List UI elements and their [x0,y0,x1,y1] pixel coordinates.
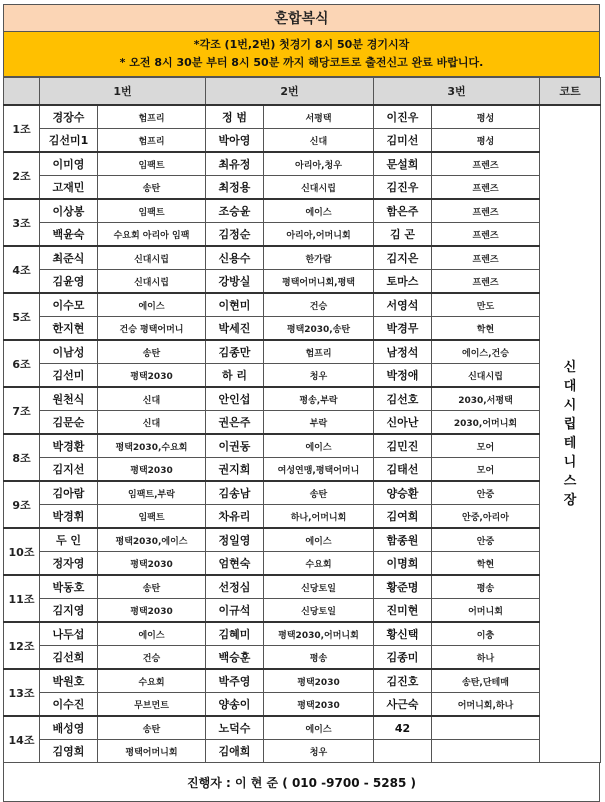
player-club: 하나 [432,646,540,670]
player-name: 김선희 [40,646,98,670]
table-row [4,129,601,153]
header-slot-1: 1번 [40,78,206,106]
player-club: 평성 [432,105,540,129]
player-name: 이현미 [206,293,264,317]
player-name: 이진우 [374,105,432,129]
player-name: 이남성 [40,340,98,364]
player-club: 수요회 아리아 임팩 [98,223,206,247]
player-name: 백윤숙 [40,223,98,247]
player-club: 송탄 [98,176,206,200]
player-club: 에이스 [98,293,206,317]
group-label: 12조 [4,622,40,669]
header-row [4,78,601,106]
player-name: 권은주 [206,411,264,435]
player-club: 송탄 [98,716,206,740]
player-club: 신대 [98,387,206,411]
player-club: 건승 평택어머니 [98,317,206,341]
player-name: 김혜미 [206,622,264,646]
player-club: 학현 [432,317,540,341]
player-club: 부락 [264,411,374,435]
player-name: 배성영 [40,716,98,740]
player-club: 에이스,건승 [432,340,540,364]
table-row [4,434,601,458]
player-name: 안인섭 [206,387,264,411]
player-club: 무브먼트 [98,693,206,717]
player-name: 박경휘 [40,505,98,529]
player-name: 남정석 [374,340,432,364]
player-club: 한가람 [264,246,374,270]
group-label: 13조 [4,669,40,716]
player-name: 42 [374,716,432,740]
player-club: 에이스 [264,199,374,223]
player-name: 이규석 [206,599,264,623]
player-club: 학현 [432,552,540,576]
player-club: 프렌즈 [432,270,540,294]
table-row [4,575,601,599]
table-row [4,693,601,717]
player-club: 험프리 [98,129,206,153]
player-name: 서영석 [374,293,432,317]
player-club: 아리아,어머니회 [264,223,374,247]
player-name: 김지선 [40,458,98,482]
player-name: 김정순 [206,223,264,247]
table-row [4,552,601,576]
player-club: 프렌즈 [432,246,540,270]
player-name: 경장수 [40,105,98,129]
player-name: 김지영 [40,599,98,623]
player-name: 김애희 [206,740,264,763]
table-row [4,246,601,270]
player-club: 송탄 [98,575,206,599]
player-club: 평택2030 [264,669,374,693]
player-club: 평송 [432,575,540,599]
player-club: 평택어머니회,평택 [264,270,374,294]
player-club: 에이스 [264,528,374,552]
player-club: 평택2030 [98,552,206,576]
group-label: 6조 [4,340,40,387]
group-label: 4조 [4,246,40,293]
table-row [4,716,601,740]
court-cell [540,105,601,763]
player-club: 2030,서평택 [432,387,540,411]
table-row [4,669,601,693]
player-name: 조승윤 [206,199,264,223]
group-label: 11조 [4,575,40,622]
player-club: 신대 [98,411,206,435]
player-club: 신당토일 [264,599,374,623]
group-label: 10조 [4,528,40,575]
group-label: 8조 [4,434,40,481]
player-club: 2030,어머니회 [432,411,540,435]
player-name: 이수진 [40,693,98,717]
player-name: 정일영 [206,528,264,552]
header-group [4,78,40,106]
header-slot-2: 2번 [206,78,374,106]
player-name: 함종원 [374,528,432,552]
player-club: 청우 [264,740,374,763]
player-club: 평택2030 [98,599,206,623]
table-row [4,528,601,552]
player-club: 평택어머니회 [98,740,206,763]
player-club: 평택2030,송탄 [264,317,374,341]
player-club: 프렌즈 [432,199,540,223]
player-name: 최정용 [206,176,264,200]
player-club: 프렌즈 [432,152,540,176]
notice-line-1: *각조 (1번,2번) 첫경기 8시 50분 경기시작 [193,38,410,51]
player-name: 김선미1 [40,129,98,153]
player-name: 함은주 [374,199,432,223]
court-name: 신대시립테니스장 [563,360,577,508]
player-name: 정 범 [206,105,264,129]
player-club: 평성 [432,129,540,153]
table-row [4,340,601,364]
player-club: 에이스 [98,622,206,646]
player-club: 송탄 [264,481,374,505]
player-club [432,740,540,763]
header-court: 코트 [540,78,601,106]
group-label: 9조 [4,481,40,528]
player-name: 원천식 [40,387,98,411]
table-row [4,317,601,341]
player-name: 최유정 [206,152,264,176]
player-name: 차유리 [206,505,264,529]
group-label: 14조 [4,716,40,763]
player-name: 김영희 [40,740,98,763]
table-row [4,481,601,505]
table-row [4,152,601,176]
player-name: 신용수 [206,246,264,270]
player-club: 임팩트 [98,152,206,176]
player-name: 김민진 [374,434,432,458]
player-name: 김선호 [374,387,432,411]
player-name: 김 곤 [374,223,432,247]
player-name: 엄현숙 [206,552,264,576]
player-club: 건승 [264,293,374,317]
draw-table [3,77,601,763]
player-name: 김진우 [374,176,432,200]
player-club: 청우 [264,364,374,388]
player-club: 임팩트 [98,199,206,223]
player-club: 건승 [98,646,206,670]
player-name: 나두섭 [40,622,98,646]
player-club: 모어 [432,434,540,458]
table-row [4,411,601,435]
player-name: 이상봉 [40,199,98,223]
player-name: 백승훈 [206,646,264,670]
player-name: 문설희 [374,152,432,176]
draw-sheet [3,4,600,802]
player-club: 송탄,단테매 [432,669,540,693]
player-name: 황준명 [374,575,432,599]
player-name: 한지현 [40,317,98,341]
player-club: 하나,어머니회 [264,505,374,529]
table-row [4,740,601,763]
player-name: 김선미 [40,364,98,388]
player-name: 김여희 [374,505,432,529]
notice-banner [3,32,600,77]
player-club: 평택2030,수요회 [98,434,206,458]
player-club: 이충 [432,622,540,646]
player-name: 김송남 [206,481,264,505]
player-name: 박경환 [40,434,98,458]
player-name: 최준식 [40,246,98,270]
player-name: 진미현 [374,599,432,623]
player-club: 안중 [432,528,540,552]
player-club: 평택2030 [264,693,374,717]
table-row [4,270,601,294]
player-club: 신당토일 [264,575,374,599]
player-name: 김미선 [374,129,432,153]
player-club: 아리아,청우 [264,152,374,176]
player-name: 박동호 [40,575,98,599]
player-club: 안중,아리아 [432,505,540,529]
player-name: 박주영 [206,669,264,693]
player-club: 어머니회,하나 [432,693,540,717]
player-club: 에이스 [264,716,374,740]
table-row [4,293,601,317]
player-name: 박아영 [206,129,264,153]
player-club: 험프리 [98,105,206,129]
player-club: 평송,부락 [264,387,374,411]
player-name: 사근숙 [374,693,432,717]
player-club: 평택2030 [98,364,206,388]
table-row [4,176,601,200]
player-name: 김종만 [206,340,264,364]
player-club: 수요회 [98,669,206,693]
player-name: 박세진 [206,317,264,341]
player-club [432,716,540,740]
player-club: 평택2030,어머니회 [264,622,374,646]
player-name: 이수모 [40,293,98,317]
player-name: 하 리 [206,364,264,388]
player-name: 정자영 [40,552,98,576]
page-title: 혼합복식 [3,4,600,32]
player-name: 고재민 [40,176,98,200]
player-name: 김진호 [374,669,432,693]
table-row [4,622,601,646]
player-name: 김윤영 [40,270,98,294]
player-club: 모어 [432,458,540,482]
player-name: 선정심 [206,575,264,599]
player-name: 김문순 [40,411,98,435]
player-name: 이권동 [206,434,264,458]
group-label: 7조 [4,387,40,434]
player-club: 안중 [432,481,540,505]
table-row [4,599,601,623]
player-club: 신대 [264,129,374,153]
table-row [4,199,601,223]
player-name: 김아람 [40,481,98,505]
player-name: 노덕수 [206,716,264,740]
player-club: 신대시립 [98,270,206,294]
player-club: 험프리 [264,340,374,364]
player-club: 만도 [432,293,540,317]
player-club: 임팩트,부락 [98,481,206,505]
player-name: 박경무 [374,317,432,341]
player-club: 신대시립 [98,246,206,270]
player-club: 신대시립 [264,176,374,200]
player-name: 황신택 [374,622,432,646]
notice-line-2: * 오전 8시 30분 부터 8시 50분 까지 해당코트로 출전신고 완료 바랍니다. [119,56,484,69]
table-row [4,105,601,129]
group-label: 2조 [4,152,40,199]
player-club: 프렌즈 [432,176,540,200]
player-club: 프렌즈 [432,223,540,247]
player-name: 토마스 [374,270,432,294]
group-label: 3조 [4,199,40,246]
player-club: 여성연맹,평택어머니 [264,458,374,482]
table-row [4,387,601,411]
player-name: 박정애 [374,364,432,388]
table-row [4,646,601,670]
header-slot-3: 3번 [374,78,540,106]
player-name: 양송이 [206,693,264,717]
table-row [4,364,601,388]
player-name: 양승환 [374,481,432,505]
player-club: 서평택 [264,105,374,129]
player-name: 김태선 [374,458,432,482]
player-club: 임팩트 [98,505,206,529]
organizer-footer: 진행자 : 이 현 준 ( 010 -9700 - 5285 ) [3,763,600,802]
group-label: 5조 [4,293,40,340]
player-name: 강방실 [206,270,264,294]
player-name: 신아난 [374,411,432,435]
player-club: 수요회 [264,552,374,576]
player-club: 평택2030,에이스 [98,528,206,552]
player-name: 김지은 [374,246,432,270]
player-club: 평송 [264,646,374,670]
table-row [4,223,601,247]
player-name: 이명희 [374,552,432,576]
player-club: 평택2030 [98,458,206,482]
player-club: 에이스 [264,434,374,458]
player-club: 신대시립 [432,364,540,388]
player-name [374,740,432,763]
table-row [4,505,601,529]
player-club: 어머니회 [432,599,540,623]
table-row [4,458,601,482]
player-name: 두 인 [40,528,98,552]
group-label: 1조 [4,105,40,152]
player-name: 권지희 [206,458,264,482]
player-club: 송탄 [98,340,206,364]
player-name: 이미영 [40,152,98,176]
player-name: 김종미 [374,646,432,670]
player-name: 박원호 [40,669,98,693]
